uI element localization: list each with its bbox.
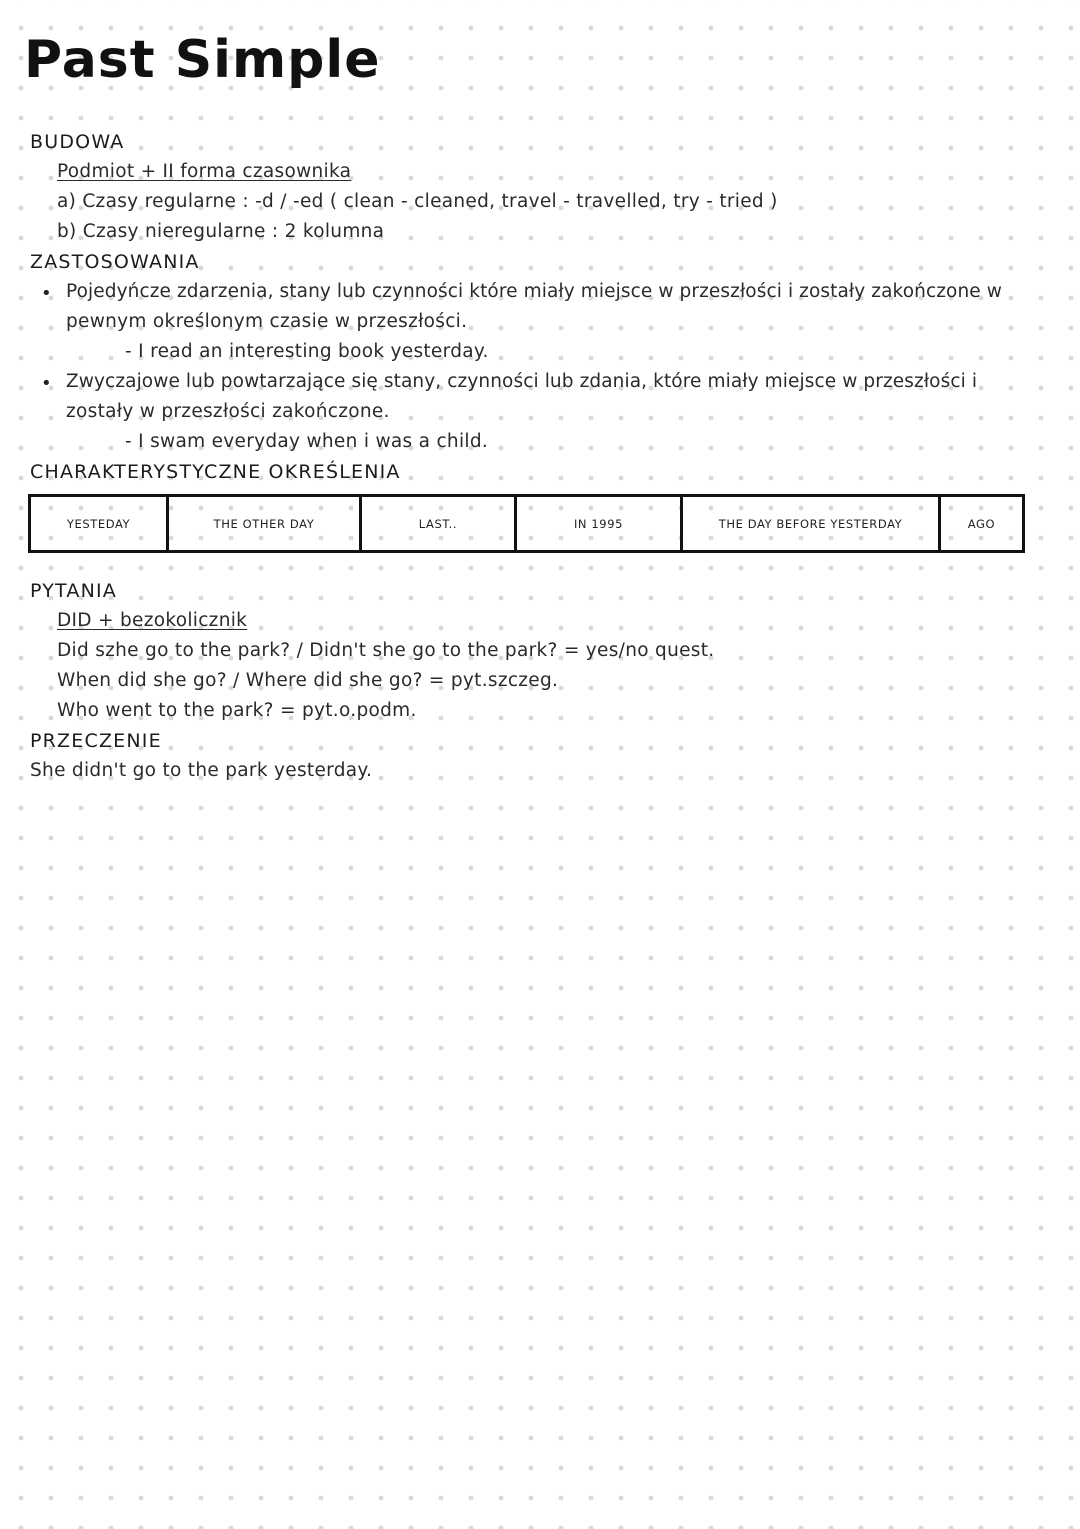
bullet-icon: • bbox=[41, 373, 52, 394]
table-cell: IN 1995 bbox=[517, 497, 683, 550]
zastosowanie-1-example: - I read an interesting book yesterday. bbox=[125, 341, 489, 362]
budowa-formula: Podmiot + II forma czasownika bbox=[57, 161, 352, 182]
zastosowania-heading: ZASTOSOWANIA bbox=[30, 251, 200, 273]
okreslenia-heading: CHARAKTERYSTYCZNE OKREŚLENIA bbox=[30, 461, 401, 483]
zastosowanie-2-example: - I swam everyday when i was a child. bbox=[125, 431, 489, 452]
budowa-heading: BUDOWA bbox=[30, 131, 125, 153]
zastosowanie-1-line1: Pojedyńcze zdarzenia, stany lub czynności które miały miejsce w przeszłości i zostały zakończone w bbox=[66, 281, 1002, 302]
table-cell: THE DAY BEFORE YESTERDAY bbox=[683, 497, 941, 550]
table-cell: YESTEDAY bbox=[31, 497, 169, 550]
table-cell: AGO bbox=[967, 516, 996, 531]
budowa-irregular: b) Czasy nieregularne : 2 kolumna bbox=[57, 221, 385, 242]
pytania-heading: PYTANIA bbox=[30, 580, 117, 602]
page-title: Past Simple bbox=[24, 30, 381, 90]
pytania-line-2: When did she go? / Where did she go? = pyt.szczeg. bbox=[57, 670, 559, 691]
table-cell: THE OTHER DAY bbox=[169, 497, 362, 550]
budowa-regular: a) Czasy regularne : -d / -ed ( clean - cleaned, travel - travelled, try - tried ) bbox=[57, 191, 778, 212]
pytania-formula: DID + bezokolicznik bbox=[57, 610, 248, 631]
table-cell: LAST.. bbox=[362, 497, 517, 550]
zastosowanie-2-line2: zostały w przeszłości zakończone. bbox=[66, 401, 390, 422]
zastosowanie-2-line1: Zwyczajowe lub powtarzające się stany, czynności lub zdania, które miały miejsce w przeszłości i bbox=[66, 371, 978, 392]
przeczenie-heading: PRZECZENIE bbox=[30, 730, 162, 752]
bullet-icon: • bbox=[41, 283, 52, 304]
pytania-line-3: Who went to the park? = pyt.o.podm. bbox=[57, 700, 417, 721]
przeczenie-example: She didn't go to the park yesterday. bbox=[30, 760, 373, 781]
time-expressions-table bbox=[28, 494, 1025, 553]
zastosowanie-1-line2: pewnym określonym czasie w przeszłości. bbox=[66, 311, 468, 332]
pytania-line-1: Did szhe go to the park? / Didn't she go to the park? = yes/no quest. bbox=[57, 640, 715, 661]
